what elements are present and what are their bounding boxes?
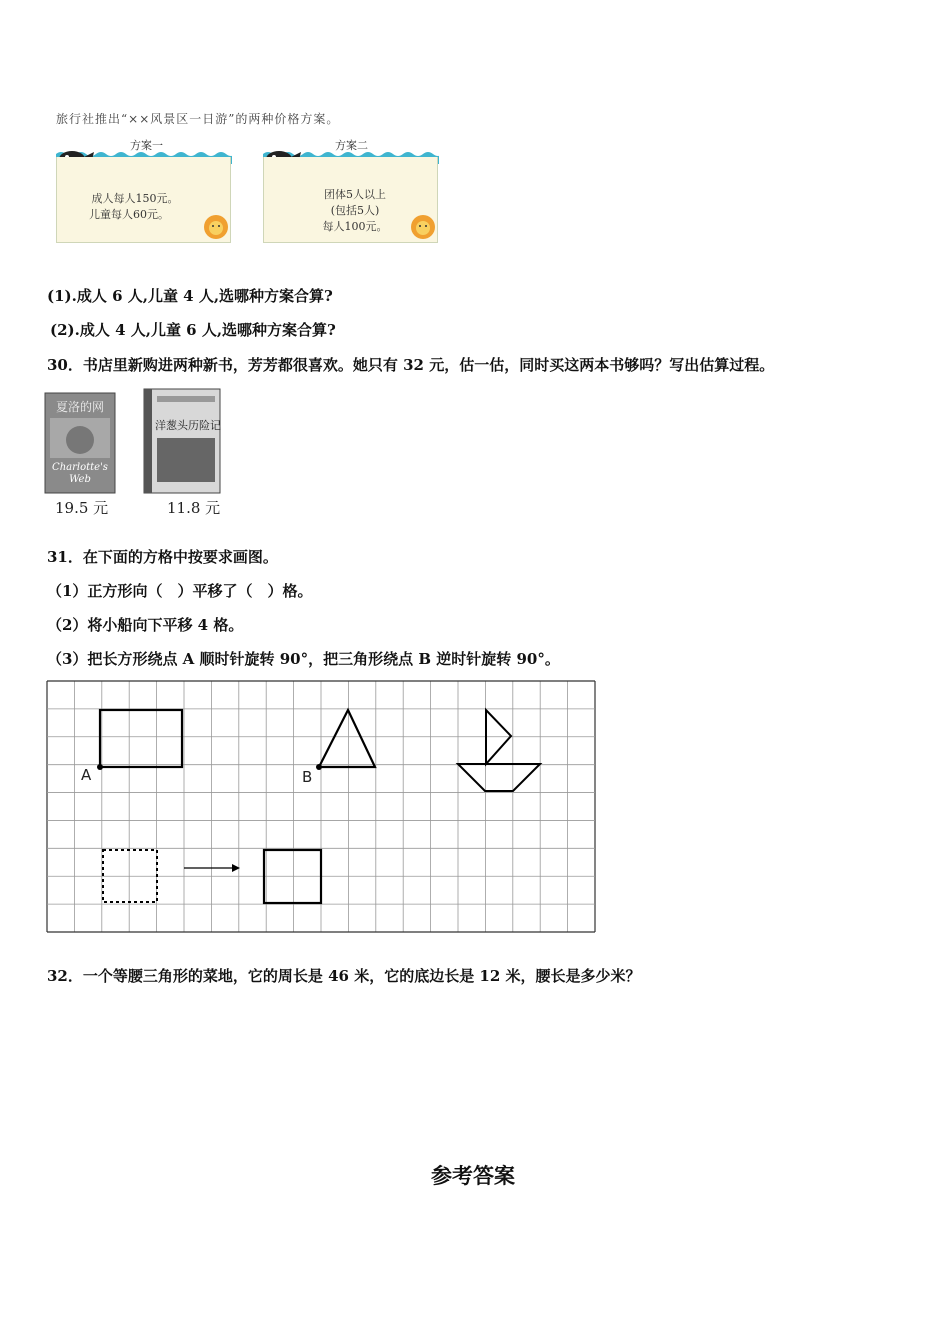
plan-two-line1: 团体5人以上 bbox=[324, 188, 386, 201]
triangle-shape bbox=[319, 710, 375, 767]
question-31-part-3: （3）把长方形绕点 A 顺时针旋转 90°，把三角形绕点 B 逆时针旋转 90°。 bbox=[47, 650, 560, 668]
question-29-part-2: (2).成人 4 人,儿童 6 人,选哪种方案合算? bbox=[50, 321, 336, 339]
point-a-label: A bbox=[81, 766, 92, 784]
boat-hull-shape bbox=[458, 764, 540, 791]
book-one-price: 19.5 元 bbox=[55, 499, 109, 517]
book-two-title: 洋葱头历险记 bbox=[155, 419, 221, 432]
book-cover-image bbox=[143, 388, 221, 494]
question-29-part-1: (1).成人 6 人,儿童 4 人,选哪种方案合算? bbox=[47, 287, 333, 305]
point-b-label: B bbox=[302, 768, 313, 786]
plan-two-line2: (包括5人) bbox=[330, 204, 380, 217]
question-30: 30．书店里新购进两种新书，芳芳都很喜欢。她只有 32 元，估一估，同时买这两本书够吗？写出估算过程。 bbox=[47, 356, 775, 374]
intro-text: 旅行社推出“××风景区一日游”的两种价格方案。 bbox=[56, 112, 340, 126]
lion-icon bbox=[407, 212, 439, 242]
rectangle-shape bbox=[100, 710, 182, 767]
plan-one-line1: 成人每人150元。 bbox=[91, 192, 179, 205]
grid-figure bbox=[40, 676, 610, 938]
point-a-dot bbox=[97, 764, 103, 770]
question-32: 32．一个等腰三角形的菜地，它的周长是 46 米，它的底边长是 12 米，腰长是多少米？ bbox=[47, 967, 641, 985]
book-two-price: 11.8 元 bbox=[167, 499, 221, 517]
plan-one-line2: 儿童每人60元。 bbox=[89, 208, 169, 221]
question-31-part-1: （1）正方形向（ ）平移了（ ）格。 bbox=[47, 582, 313, 600]
plan-two-label: 方案二 bbox=[335, 139, 368, 152]
question-31-part-2: （2）将小船向下平移 4 格。 bbox=[47, 616, 244, 634]
lion-icon bbox=[200, 212, 232, 242]
answers-title: 参考答案 bbox=[431, 1164, 515, 1188]
book-one-en-title: Charlotte's Web bbox=[52, 462, 108, 485]
point-b-dot bbox=[316, 764, 322, 770]
plan-one-label: 方案一 bbox=[130, 139, 163, 152]
question-31: 31．在下面的方格中按要求画图。 bbox=[47, 548, 278, 566]
plan-two-line3: 每人100元。 bbox=[322, 220, 388, 233]
book-one-title: 夏洛的网 bbox=[56, 400, 105, 414]
